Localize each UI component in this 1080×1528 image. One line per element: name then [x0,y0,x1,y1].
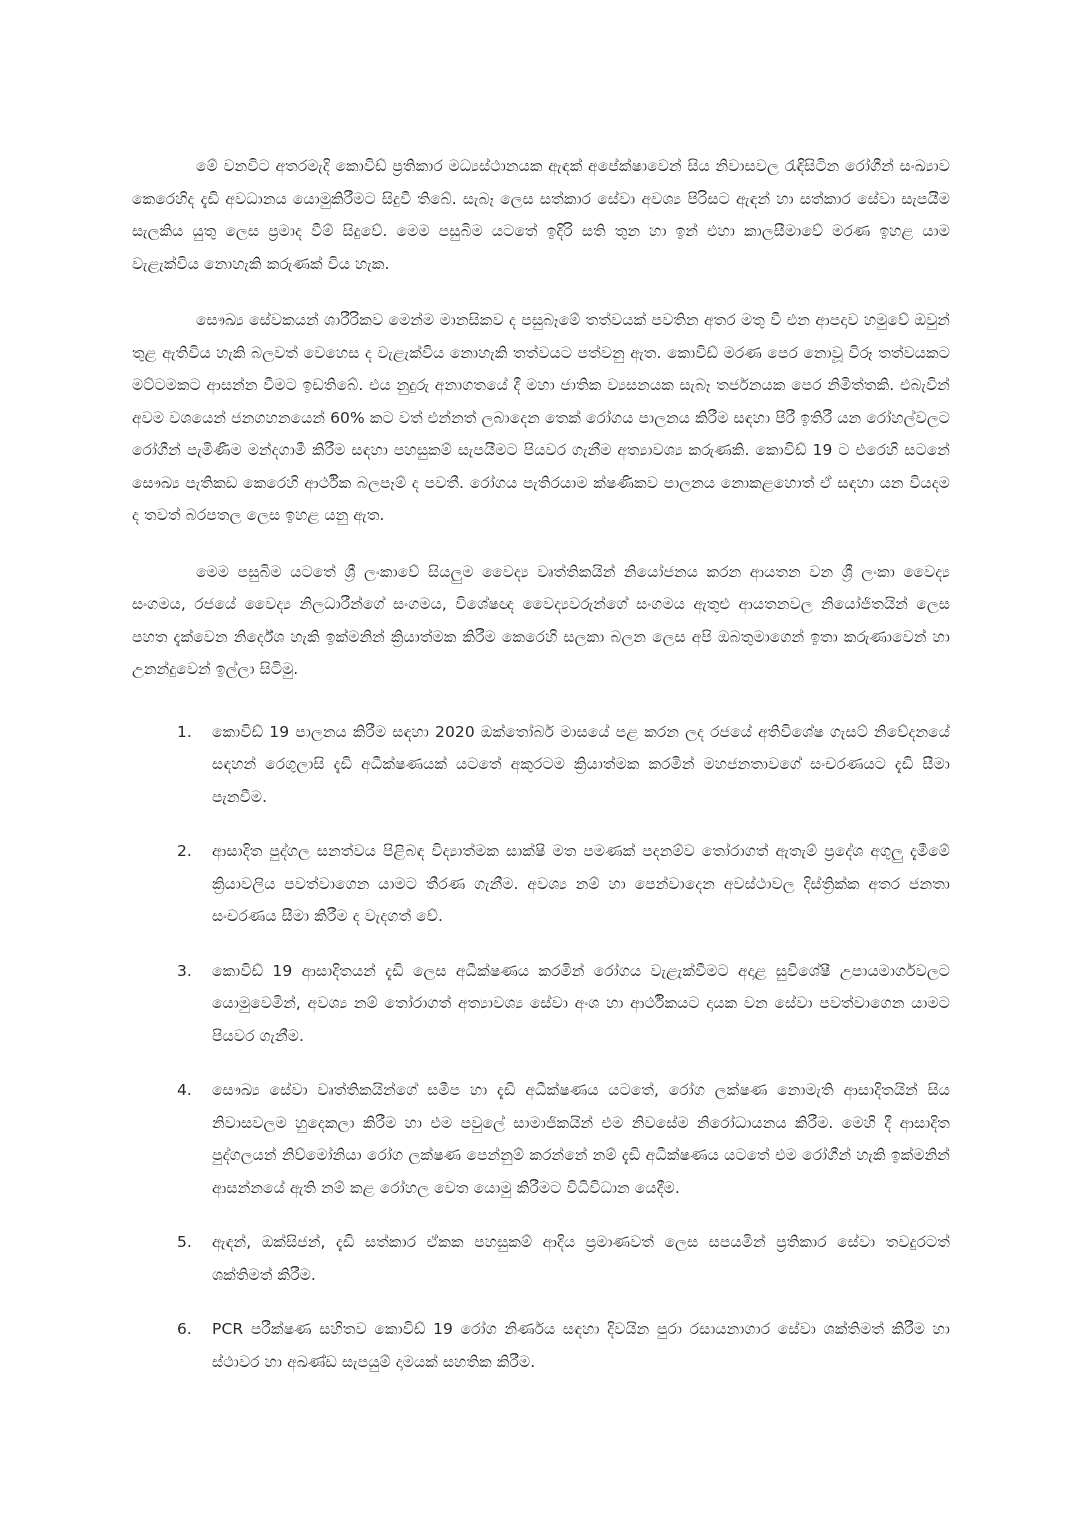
list-item-number: 1. [177,722,192,741]
paragraph-health-workers: සෞඛ්‍ය සේවකයන් ශාරීරිකව මෙන්ම මානසිකව ද පසුබෑමේ තත්වයක් පවතින අතර මතු වී එන ආපදාව හමුවේ ඔවුන් තුළ ඇතිවිය හැකි බලවත් වෙහෙස ද වැළැක්විය නොහැකි තත්වයට පත්වනු ඇත. කොවිඩ් මරණ පෙර නොවූ විරූ තත්වයකට මට්ටමකට ආසන්න වීමට ඉඩතිබේ. එය නුදුරු අනාගතයේ දී මහා ජාතික ව්‍යසනයක සැබෑ තර්ජනයක පෙර නිමිත්තකි. එබැවින් අවම වශයෙන් ජනගහනයෙන් 60% කට වත් එන්නත් ලබාදෙන තෙක් රෝගය පාලනය කිරීම සඳහා පිරී ඉතිරී යන රෝහල්වලට රෝගීන් පැමිණීම මන්දගාමී කිරීම සඳහා පහසුකම් සැපයීමට පියවර ගැනීම අත්‍යාවශ්‍ය කරුණකි. කොවිඩ් 19 ට එරෙහි සටනේ සෞඛ්‍ය පැතිකඩ කෙරෙහි ආර්ථික බලපෑම් ද පවතී. රෝගය පැතිරයාම ක්ෂණිකව පාලනය නොකළහොත් ඒ සඳහා යන වියදම ද තවත් බරපතල ලෙස ඉහළ යනු ඇත. [132,311,950,524]
list-item-text: ඇඳන්, ඔක්සිජන්, දැඩි සත්කාර ඒකක පහසුකම් ආදිය ප්‍රමාණවත් ලෙස සපයමින් ප්‍රතිකාර සේවා තවදුරටත් ශක්තිමත් කිරීම. [212,1233,950,1284]
list-item-number: 6. [177,1320,192,1338]
list-item [132,1074,950,1204]
list-item-text: කොවිඩ් 19 පාලනය කිරීම සඳහා 2020 ඔක්තෝබර් මාසයේ පළ කරන ලද රජයේ අතිවිශේෂ ගැසට් නිවේදනයේ සඳහන් රෙගුලාසි දැඩි අධීක්ෂණයක් යටතේ අකුරටම ක්‍රියාත්මක කරමින් මහජනතාවගේ සංචරණයට දැඩි සීමා පැනවීම. [212,722,950,806]
recommendations-list [132,716,950,1379]
list-item-text: PCR පරීක්ෂණ සහිතව කොවිඩ් 19 රෝග නිර්ණය සඳහා දිවයින පුරා රසායනාගාර සේවා ශක්තිමත් කිරීම හා ස්ථාවර හා අඛණ්ඩ සැපයුම් දාමයක් සහතික කිරීම. [212,1320,950,1371]
list-item-number: 3. [177,961,192,980]
list-item [132,1226,950,1291]
list-item-number: 2. [177,842,192,860]
paragraph-request: මෙම පසුබිම යටතේ ශ්‍රී ලංකාවේ සියලුම වෛද්‍ය වෘත්තිකයින් නියෝජනය කරන ආයතන වන ශ්‍රී ලංකා වෛද්‍ය සංගමය, රජයේ වෛද්‍ය නිලධාරීන්ගේ සංගමය, විශේෂඥ වෛද්‍යවරුන්ගේ සංගමය ඇතුළු ආයතනවල නියෝජිතයින් ලෙස පහත දැක්වෙන නිර්දේශ හැකි ඉක්මනින් ක්‍රියාත්මක කිරීම කෙරෙහි සලකා බලන ලෙස අපි ඔබතුමාගෙන් ඉතා කරුණාවෙන් හා උනන්දුවෙන් ඉල්ලා සිටිමු. [132,562,950,678]
list-item [132,955,950,1053]
document-body [132,150,950,1400]
list-item-text: සෞඛ්‍ය සේවා වෘත්තිකයින්ගේ සමීප හා දැඩි අධීක්ෂණය යටතේ, රෝග ලක්ෂණ නොමැති ආසාදිතයින් සිය නිවාසවලම හුදෙකලා කිරීම හා එම පවුලේ සාමාජිකයින් එම නිවසේම නිරෝධායනය කිරීම. මෙහි දී ආසාදිත පුද්ගලයන් නිව්මෝනියා රෝග ලක්ෂණ පෙන්නුම් කරන්නේ නම් දැඩි අධීක්ෂණය යටතේ එම රෝගීන් හැකි ඉක්මනින් ආසන්නයේ ඇති නම් කළ රෝහල වෙත යොමු කිරීමට විධිවිධාන යෙදීම. [212,1081,950,1197]
list-item [132,835,950,933]
list-item-number: 4. [177,1081,192,1099]
list-item [132,1313,950,1378]
list-item-number: 5. [177,1233,192,1251]
list-item-text: කොවිඩ් 19 ආසාදිතයන් දැඩි ලෙස අධීක්ෂණය කරමින් රෝගය වැළැක්වීමට අදාළ සුවිශේෂී උපායමාර්ගවලට යොමුවෙමින්, අවශ්‍ය නම් තෝරාගත් අත්‍යාවශ්‍ය සේවා අංශ හා ආර්ථිකයට දායක වන සේවා පවත්වාගෙන යාමට පියවර ගැනීම. [212,961,950,1045]
list-item [132,716,950,814]
list-item-text: ආසාදිත පුද්ගල සනත්වය පිළිබඳ විද්‍යාත්මක සාක්ෂි මත පමණක් පදනම්ව තෝරාගත් ඇතැම් ප්‍රදේශ අගුලු දැමීමේ ක්‍රියාවලිය පවත්වාගෙන යාමට තීරණ ගැනීම. අවශ්‍ය නම් හා පෙන්වාදෙන අවස්ථාවල දිස්ත්‍රික්ක අතර ජනතා සංචරණය සීමා කිරීම ද වැදගත් වේ. [212,842,950,925]
paragraph-intro: මේ වනවිට අතරමැදි කොවිඩ් ප්‍රතිකාර මධ්‍යස්ථානයක ඇඳක් අපේක්ෂාවෙන් සිය නිවාසවල රැඳිසිටින රෝගීන් සංඛ්‍යාව කෙරෙහිද දැඩි අවධානය යොමුකිරීමට සිදුවී තිබේ. සැබෑ ලෙස සත්කාර සේවා අවශ්‍ය පිරිසට ඇඳන් හා සත්කාර සේවා සැපයීම සැලකිය යුතු ලෙස ප්‍රමාද වීම් සිදුවේ. මෙම පසුබිම යටතේ ඉදිරි සති තුන හා ඉන් එහා කාලසීමාවේ මරණ ඉහළ යාම වැළැක්විය නොහැකි කරුණක් විය හැක. [132,157,950,273]
